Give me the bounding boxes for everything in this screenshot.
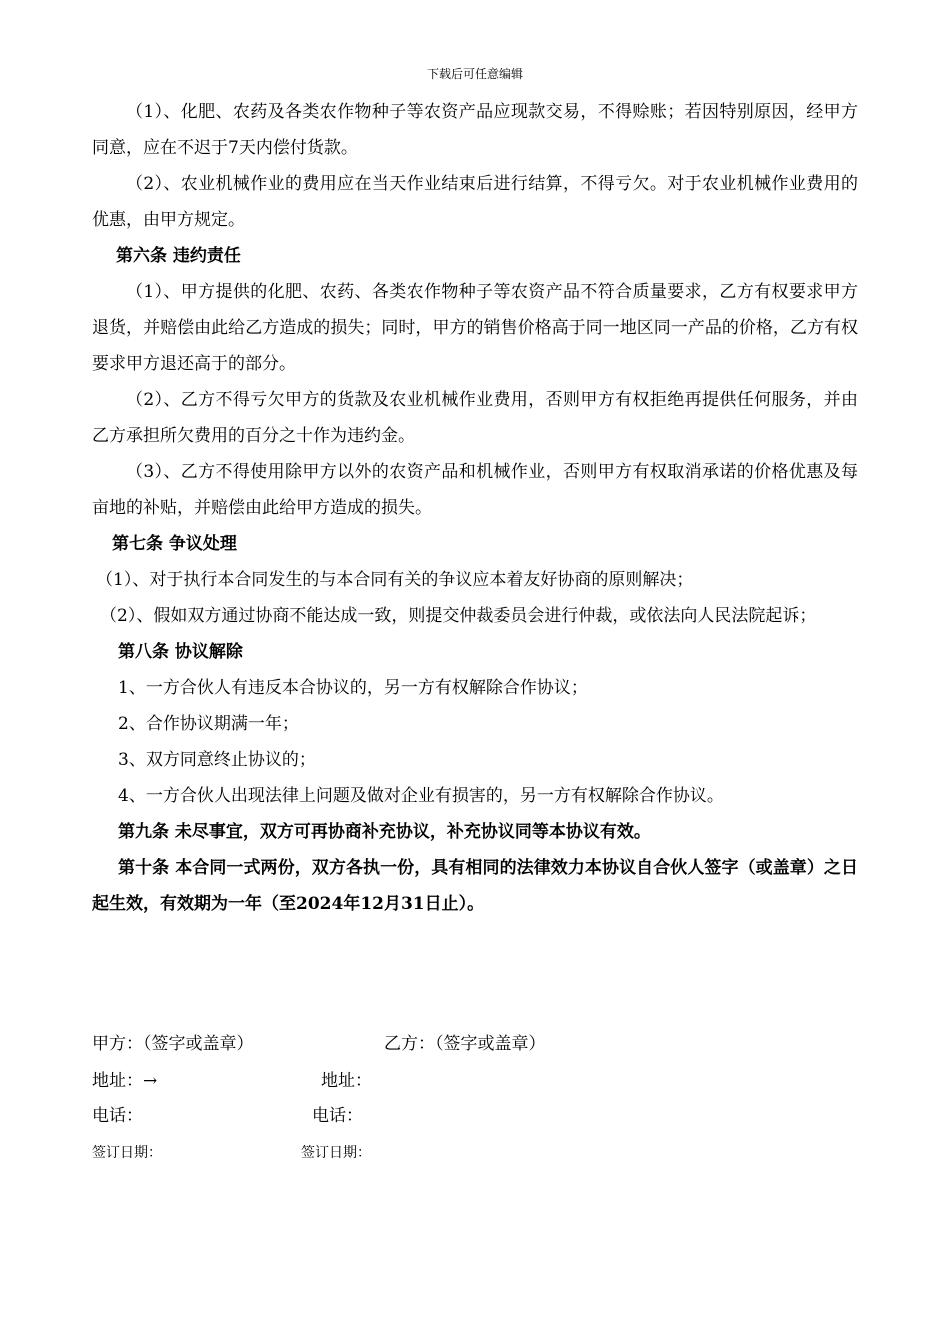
date-a-label: 签订日期：: [92, 1145, 162, 1161]
party-b-label: 乙方：（签字或盖章）: [384, 1034, 546, 1054]
clause-paragraph: （2）、乙方不得亏欠甲方的货款及农业机械作业费用，否则甲方有权拒绝再提供任何服务，并由乙方承担所欠费用的百分之十作为违约金。: [92, 390, 858, 446]
party-a-label: 甲方：（签字或盖章）: [92, 1034, 254, 1054]
phone-a-label: 电话：: [92, 1106, 143, 1126]
section-heading: 第九条 未尽事宜，双方可再协商补充协议，补充协议同等本协议有效。: [118, 822, 651, 842]
section-heading: 第七条 争议处理: [112, 534, 237, 554]
list-item: 3、双方同意终止协议的；: [118, 750, 316, 770]
list-item: 1、一方合伙人有违反本合协议的，另一方有权解除合作协议；: [118, 678, 588, 698]
section-heading: 第八条 协议解除: [118, 642, 243, 662]
section-heading: 第六条 违约责任: [116, 246, 241, 266]
clause-paragraph: （2）、农业机械作业的费用应在当天作业结束后进行结算，不得亏欠。对于农业机械作业费用的优惠，由甲方规定。: [92, 174, 858, 230]
list-item: 4、一方合伙人出现法律上问题及做对企业有损害的，另一方有权解除合作协议。: [118, 786, 724, 806]
clause-paragraph: （3）、乙方不得使用除甲方以外的农资产品和机械作业，否则甲方有权取消承诺的价格优惠及每亩地的补贴，并赔偿由此给甲方造成的损失。: [92, 462, 858, 518]
page-header: 下载后可任意编辑: [426, 67, 523, 81]
list-item: 2、合作协议期满一年；: [118, 714, 299, 734]
section-heading: 第十条 本合同一式两份，双方各执一份，具有相同的法律效力本协议自合伙人签字（或盖章）之日起生效，有效期为一年（至2024年12月31日止）。: [92, 858, 858, 914]
address-a-label: 地址：→: [92, 1071, 158, 1091]
address-b-label: 地址：: [321, 1071, 372, 1091]
date-b-label: 签订日期：: [301, 1145, 371, 1161]
clause-paragraph: （1）、化肥、农药及各类农作物种子等农资产品应现款交易，不得赊账；若因特别原因，经甲方同意，应在不迟于7天内偿付货款。: [92, 102, 858, 158]
clause-paragraph: （2）、假如双方通过协商不能达成一致，则提交仲裁委员会进行仲裁，或依法向人民法院起诉；: [100, 606, 817, 626]
document-body: [92, 94, 858, 922]
clause-paragraph: （1）、对于执行本合同发生的与本合同有关的争议应本着友好协商的原则解决；: [96, 570, 694, 590]
clause-paragraph: （1）、甲方提供的化肥、农药、各类农作物种子等农资产品不符合质量要求，乙方有权要求甲方退货，并赔偿由此给乙方造成的损失；同时，甲方的销售价格高于同一地区同一产品的价格，乙方有权要求甲方退还高于的部分。: [92, 282, 858, 374]
phone-b-label: 电话：: [312, 1106, 363, 1126]
